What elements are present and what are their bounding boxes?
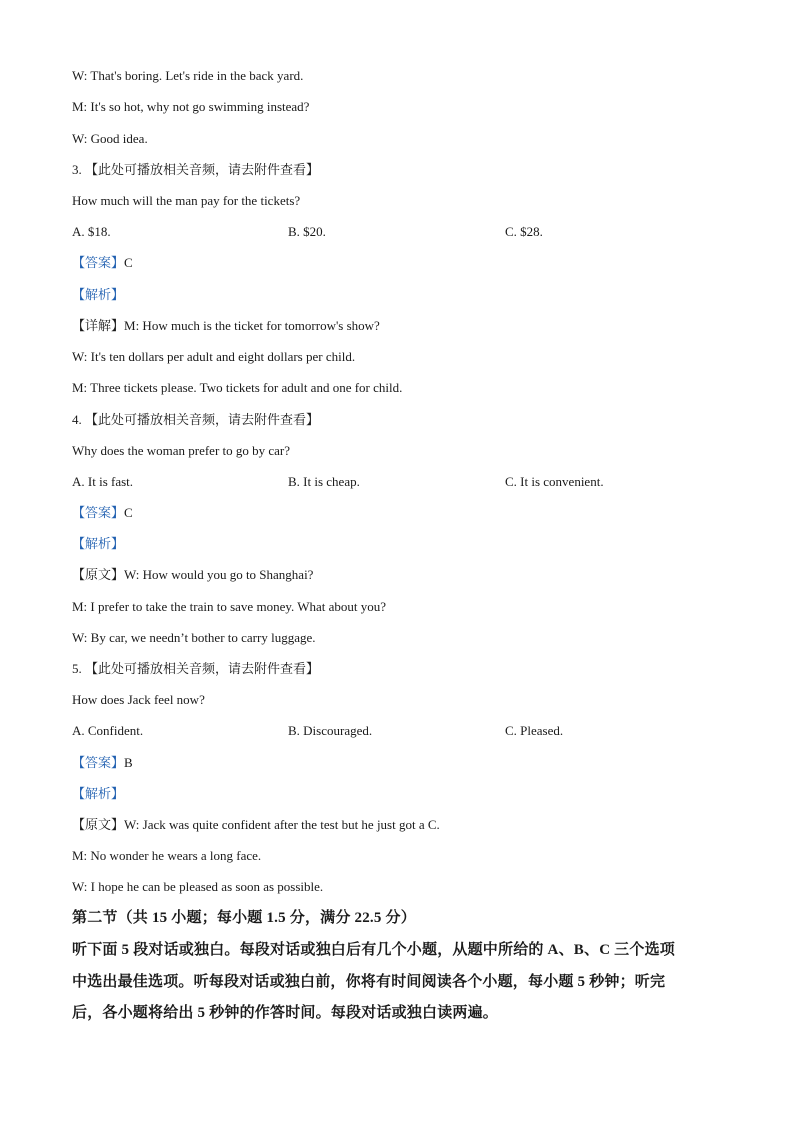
question-4-text: Why does the woman prefer to go by car?	[72, 443, 291, 458]
option-c: C. $28.	[505, 224, 543, 239]
dialogue-line: W: That's boring. Let's ride in the back yard.	[72, 68, 304, 83]
answer-tag: 【答案】	[72, 505, 125, 520]
question-3-header: 3. 【此处可播放相关音频，请去附件查看】	[72, 162, 320, 177]
answer-tag: 【答案】	[72, 255, 125, 270]
option-b: B. $20.	[288, 224, 326, 239]
original-text-tag: 【原文】	[72, 567, 125, 582]
analysis-line	[72, 286, 124, 304]
question-4-header: 4. 【此处可播放相关音频，请去附件查看】	[72, 412, 320, 427]
section-instructions: 听下面 5 段对话或独白。每段对话或独白后有几个小题，从题中所给的 A、B、C 三个选项	[72, 942, 675, 958]
detail-tag: 【详解】	[72, 318, 125, 333]
option-b: B. It is cheap.	[288, 474, 360, 489]
answer-value: C	[124, 505, 133, 520]
dialogue-line: W: Good idea.	[72, 131, 148, 146]
answer-value: B	[124, 755, 133, 770]
analysis-line	[72, 785, 124, 803]
question-5-header: 5. 【此处可播放相关音频，请去附件查看】	[72, 661, 320, 676]
section-instructions: 中选出最佳选项。听每段对话或独白前，你将有时间阅读各个小题，每小题 5 秒钟；听完	[72, 974, 666, 990]
original-text-line	[72, 816, 440, 834]
analysis-line	[72, 535, 124, 553]
transcript-line: W: By car, we needn’t bother to carry luggage.	[72, 630, 316, 645]
transcript-line: M: Three tickets please. Two tickets for adult and one for child.	[72, 380, 403, 395]
dialogue-line: M: It's so hot, why not go swimming instead?	[72, 99, 310, 114]
analysis-tag: 【解析】	[72, 536, 125, 551]
analysis-tag: 【解析】	[72, 287, 125, 302]
transcript-line: W: Jack was quite confident after the test but he just got a C.	[124, 817, 440, 832]
answer-line	[72, 254, 133, 272]
option-c: C. It is convenient.	[505, 474, 604, 489]
transcript-line: M: I prefer to take the train to save money. What about you?	[72, 599, 387, 614]
answer-line	[72, 754, 133, 772]
original-text-line	[72, 566, 313, 584]
transcript-line: M: How much is the ticket for tomorrow's show?	[124, 318, 380, 333]
transcript-line: W: It's ten dollars per adult and eight dollars per child.	[72, 349, 356, 364]
option-a: A. Confident.	[72, 723, 144, 738]
section-instructions: 后，各小题将给出 5 秒钟的作答时间。每段对话或独白读两遍。	[72, 1005, 499, 1021]
option-b: B. Discouraged.	[288, 723, 373, 738]
option-a: A. It is fast.	[72, 474, 134, 489]
original-text-tag: 【原文】	[72, 817, 125, 832]
section-title: 第二节（共 15 小题；每小题 1.5 分，满分 22.5 分）	[72, 910, 416, 926]
detail-line	[72, 317, 380, 335]
answer-tag: 【答案】	[72, 755, 125, 770]
transcript-line: W: How would you go to Shanghai?	[124, 567, 314, 582]
answer-value: C	[124, 255, 133, 270]
question-5-text: How does Jack feel now?	[72, 692, 205, 707]
answer-line	[72, 504, 133, 522]
option-a: A. $18.	[72, 224, 111, 239]
analysis-tag: 【解析】	[72, 786, 125, 801]
transcript-line: M: No wonder he wears a long face.	[72, 848, 262, 863]
transcript-line: W: I hope he can be pleased as soon as possible.	[72, 879, 324, 894]
question-3-text: How much will the man pay for the tickets?	[72, 193, 301, 208]
option-c: C. Pleased.	[505, 723, 564, 738]
